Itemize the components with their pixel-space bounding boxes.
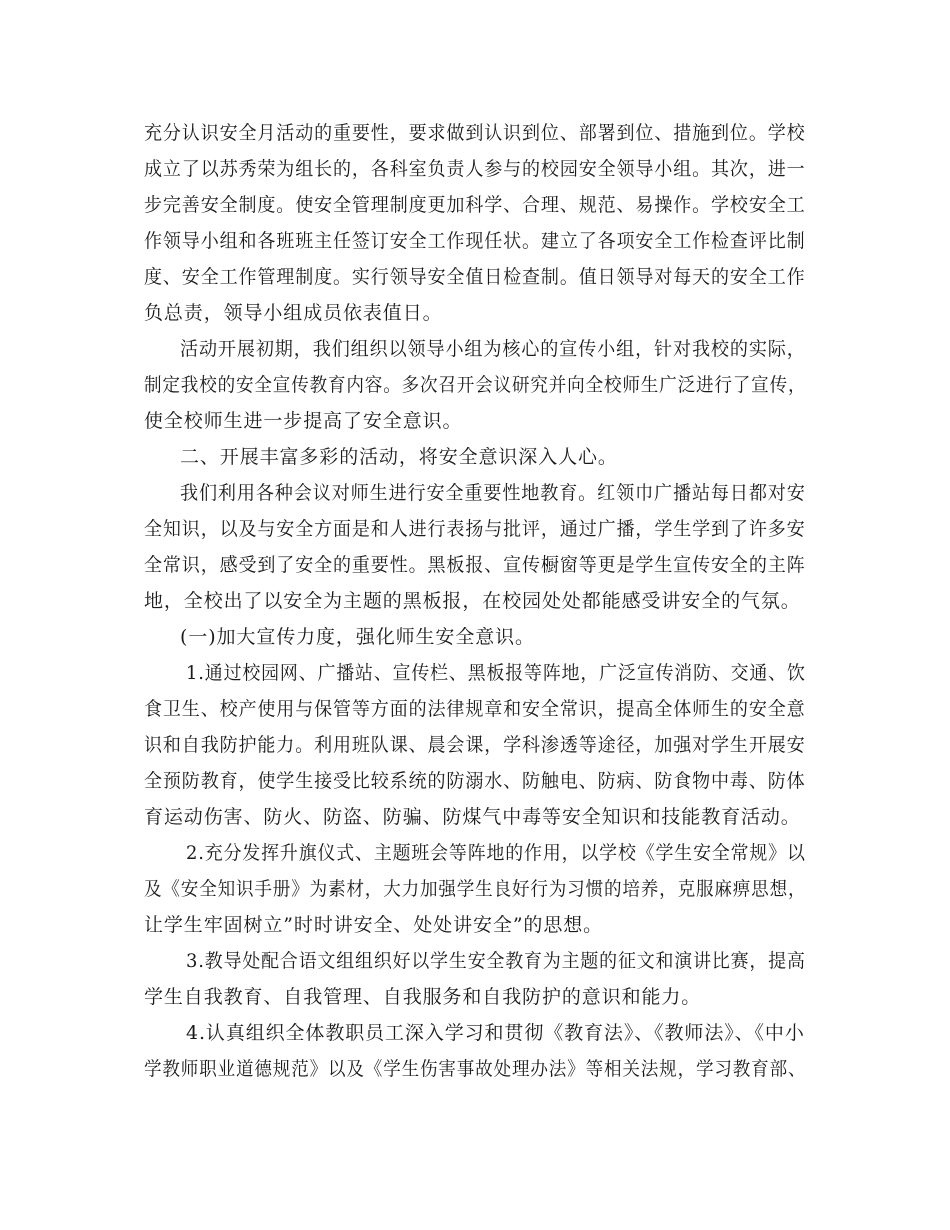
- text-line: 负总责，领导小组成员依表值日。: [144, 302, 443, 324]
- text-line: 度、安全工作管理制度。实行领导安全值日检查制。值日领导对每天的安全工作: [144, 266, 806, 288]
- text-line: 4.认真组织全体教职员工深入学习和贯彻《教育法》、《教师法》、《中小: [186, 1022, 805, 1044]
- text-line: 及《安全知识手册》为素材，大力加强学生良好行为习惯的培养，克服麻痹思想，: [144, 878, 807, 900]
- text-line: 成立了以苏秀荣为组长的，各科室负责人参与的校园安全领导小组。其次，进一: [144, 158, 806, 180]
- text-line: 我们利用各种会议对师生进行安全重要性地教育。红领巾广播站每日都对安: [180, 482, 806, 504]
- text-line: 充分认识安全月活动的重要性，要求做到认识到位、部署到位、措施到位。学校: [144, 122, 806, 144]
- text-line: 食卫生、校产使用与保管等方面的法律规章和安全常识，提高全体师生的安全意: [144, 698, 806, 720]
- text-line: 步完善安全制度。使安全管理制度更加科学、合理、规范、易操作。学校安全工: [144, 194, 806, 216]
- subsection-heading: (一)加大宣传力度，强化师生安全意识。: [180, 626, 535, 648]
- text-line: 制定我校的安全宣传教育内容。多次召开会议研究并向全校师生广泛进行了宣传，: [144, 374, 807, 396]
- text-line: 全常识，感受到了安全的重要性。黑板报、宣传橱窗等更是学生宣传安全的主阵: [144, 554, 806, 576]
- text-line: 育运动伤害、防火、防盗、防骗、防煤气中毒等安全知识和技能教育活动。: [144, 806, 801, 828]
- text-line: 使全校师生进一步提高了安全意识。: [144, 410, 463, 432]
- text-line: 1.通过校园网、广播站、宣传栏、黑板报等阵地，广泛宣传消防、交通、饮: [186, 662, 806, 684]
- text-line: 活动开展初期，我们组织以领导小组为核心的宣传小组，针对我校的实际，: [180, 338, 806, 360]
- text-line: 让学生牢固树立”时时讲安全、处处讲安全”的思想。: [144, 914, 604, 936]
- text-line: 全预防教育，使学生接受比较系统的防溺水、防触电、防病、防食物中毒、防体: [144, 770, 806, 792]
- text-line: 识和自我防护能力。利用班队课、晨会课，学科渗透等途径，加强对学生开展安: [144, 734, 806, 756]
- text-line: 作领导小组和各班班主任签订安全工作现任状。建立了各项安全工作检查评比制: [144, 230, 806, 252]
- text-line: 地，全校出了以安全为主题的黑板报，在校园处处都能感受讲安全的气氛。: [144, 590, 801, 612]
- text-line: 全知识，以及与安全方面是和人进行表扬与批评，通过广播，学生学到了许多安: [144, 518, 806, 540]
- text-line: 学教师职业道德规范》以及《学生伤害事故处理办法》等相关法规，学习教育部、: [144, 1058, 807, 1080]
- text-line: 2.充分发挥升旗仪式、主题班会等阵地的作用，以学校《学生安全常规》以: [186, 842, 806, 864]
- text-line: 3.教导处配合语文组组织好以学生安全教育为主题的征文和演讲比赛，提高: [186, 950, 806, 972]
- text-line: 学生自我教育、自我管理、自我服务和自我防护的意识和能力。: [144, 986, 702, 1008]
- section-heading: 二、开展丰富多彩的活动，将安全意识深入人心。: [180, 446, 618, 468]
